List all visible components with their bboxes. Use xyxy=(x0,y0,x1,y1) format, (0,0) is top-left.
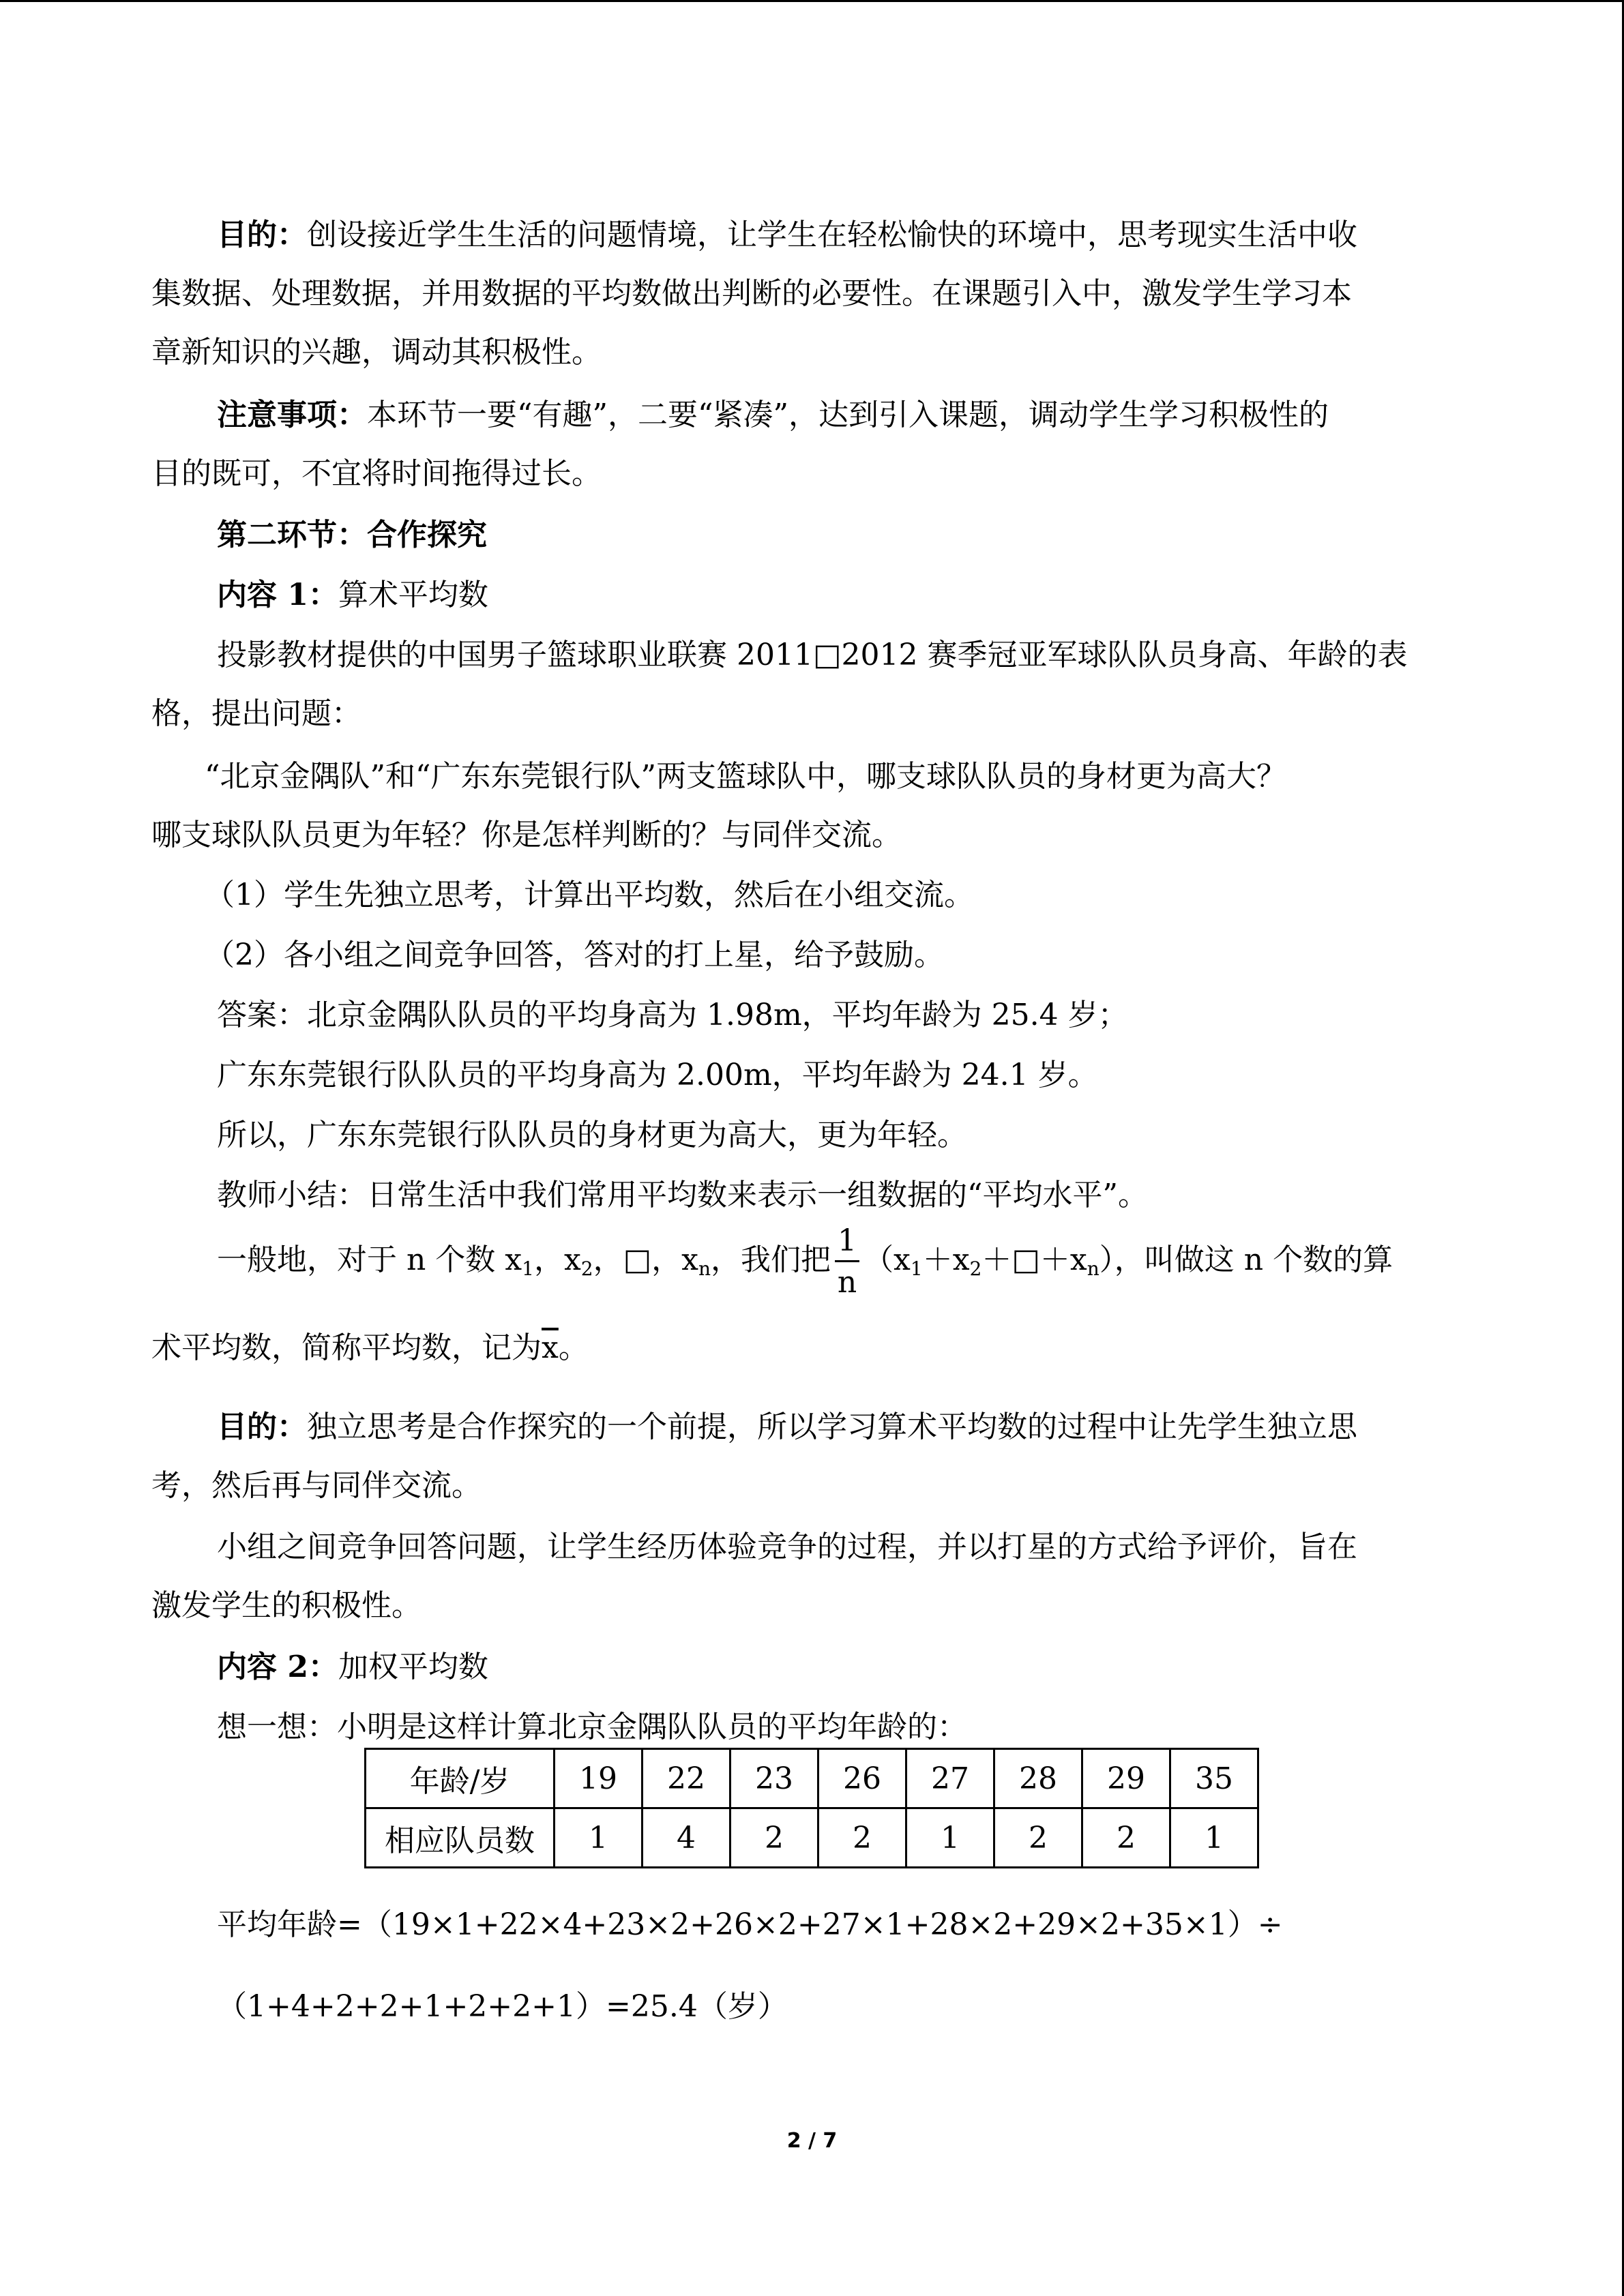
formula-line-2: （1+4+2+2+1+2+2+1）=25.4（岁） xyxy=(217,1989,788,2024)
table-row xyxy=(366,1808,1258,1868)
table-row xyxy=(366,1749,1258,1808)
teacher-summary: 教师小结：日常生活中我们常用平均数来表示一组数据的“平均水平”。 xyxy=(217,1178,1148,1212)
purpose-paragraph-1-line2: 集数据、处理数据，并用数据的平均数做出判断的必要性。在课题引入中，激发学生学习本 xyxy=(151,276,1352,311)
table-cell: 1 xyxy=(555,1808,643,1868)
purpose-paragraph-1-line3: 章新知识的兴趣，调动其积极性。 xyxy=(151,335,602,370)
table-cell: 27 xyxy=(906,1749,994,1808)
answer-line-3: 所以，广东东莞银行队队员的身材更为高大，更为年轻。 xyxy=(217,1118,967,1152)
table-cell: 2 xyxy=(994,1808,1082,1868)
age-table xyxy=(364,1748,1259,1868)
step-1: （1）学生先独立思考，计算出平均数，然后在小组交流。 xyxy=(205,878,974,912)
answer-line-1: 答案：北京金隅队队员的平均身高为 1.98m，平均年龄为 25.4 岁； xyxy=(217,998,1128,1032)
page-number: 2 / 7 xyxy=(786,2129,838,2153)
x-bar-symbol: $\overline{x}$ xyxy=(542,1330,559,1365)
table-cell: 4 xyxy=(643,1808,730,1868)
question-paragraph-line2: 哪支球队队员更为年轻？你是怎样判断的？与同伴交流。 xyxy=(151,818,902,852)
question-paragraph: “北京金隅队”和“广东东莞银行队”两支篮球队中，哪支球队队员的身材更为高大？ xyxy=(205,759,1286,794)
competition-paragraph-line2: 激发学生的积极性。 xyxy=(151,1588,422,1623)
answer-line-2: 广东东莞银行队队员的平均身高为 2.00m，平均年龄为 24.1 岁。 xyxy=(217,1058,1098,1092)
table-cell: 2 xyxy=(730,1808,818,1868)
intro-paragraph-line2: 格，提出问题： xyxy=(151,696,361,731)
content-2-heading: 内容 2：加权平均数 xyxy=(217,1650,488,1684)
table-cell: 19 xyxy=(555,1749,643,1808)
table-cell: 23 xyxy=(730,1749,818,1808)
purpose-paragraph-2: 目的：独立思考是合作探究的一个前提，所以学习算术平均数的过程中让先学生独立思 xyxy=(217,1410,1357,1444)
purpose-paragraph-2-line2: 考，然后再与同伴交流。 xyxy=(151,1468,482,1503)
content-1-heading: 内容 1：算术平均数 xyxy=(217,578,488,612)
fraction-one-over-n: $\frac{1}{n}$ xyxy=(835,1226,859,1298)
formula-line-1: 平均年龄=（19×1+22×4+23×2+26×2+27×1+28×2+29×2+35×1）÷ xyxy=(217,1907,1283,1942)
intro-paragraph: 投影教材提供的中国男子篮球职业联赛 2011□2012 赛季冠亚军球队队员身高、年龄的表 xyxy=(217,638,1408,672)
step-2: （2）各小组之间竞争回答，答对的打上星，给予鼓励。 xyxy=(205,938,944,972)
table-cell: 22 xyxy=(643,1749,730,1808)
competition-paragraph: 小组之间竞争回答问题，让学生经历体验竞争的过程，并以打星的方式给予评价，旨在 xyxy=(217,1530,1357,1564)
definition-line-1: 一般地，对于 n 个数 $x_1$，$x_2$，□，$x_n$，我们把 $\frac{1}{n}$ $(x_1+x_2+□+x_n)$，叫做这 n 个数的算 xyxy=(217,1223,1393,1300)
table-header-age: 年龄/岁 xyxy=(366,1749,555,1808)
table-cell: 26 xyxy=(818,1749,906,1808)
table-header-count: 相应队员数 xyxy=(366,1808,555,1868)
notes-paragraph: 注意事项：本环节一要“有趣”，二要“紧凑”，达到引入课题，调动学生学习积极性的 xyxy=(217,398,1329,432)
table-cell: 35 xyxy=(1170,1749,1258,1808)
section-title: 第二环节：合作探究 xyxy=(217,518,487,552)
think-prompt: 想一想：小明是这样计算北京金隅队队员的平均年龄的： xyxy=(217,1710,967,1744)
notes-paragraph-line2: 目的既可，不宜将时间拖得过长。 xyxy=(151,456,602,491)
table-cell: 1 xyxy=(906,1808,994,1868)
definition-line-2: 术平均数，简称平均数，记为$\overline{x}$。 xyxy=(151,1319,1475,1377)
purpose-paragraph-1: 目的：创设接近学生生活的问题情境，让学生在轻松愉快的环境中，思考现实生活中收 xyxy=(217,218,1357,252)
table-cell: 28 xyxy=(994,1749,1082,1808)
table-cell: 2 xyxy=(1082,1808,1170,1868)
table-cell: 29 xyxy=(1082,1749,1170,1808)
table-cell: 1 xyxy=(1170,1808,1258,1868)
table-cell: 2 xyxy=(818,1808,906,1868)
